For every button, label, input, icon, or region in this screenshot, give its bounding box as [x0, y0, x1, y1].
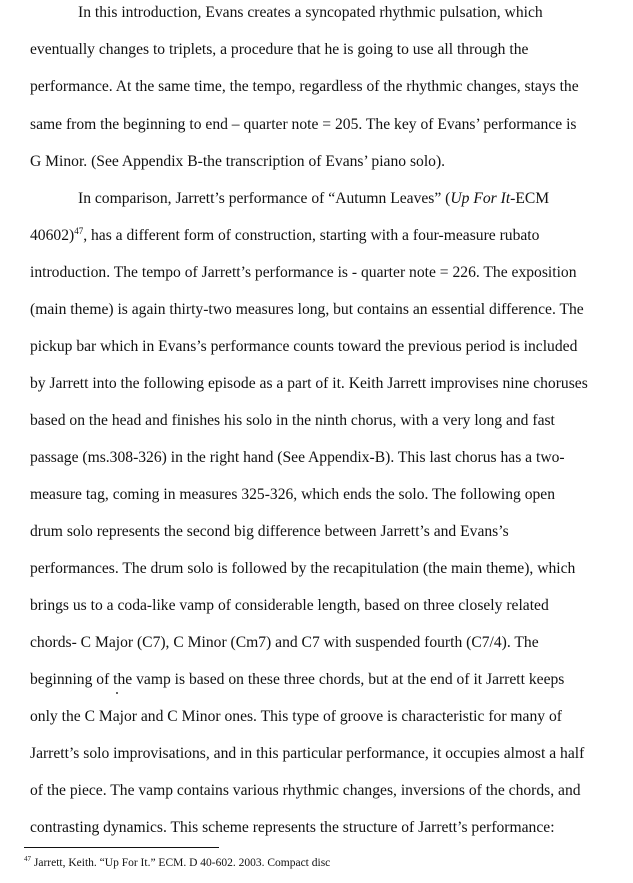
text-segment: , has a different form of construction, starting with a four-measure rubato	[83, 227, 540, 244]
text-line: In this introduction, Evans creates a syncopated rhythmic pulsation, which	[78, 4, 543, 21]
text-line: introduction. The tempo of Jarrett’s performance is - quarter note = 226. The exposition	[30, 264, 577, 281]
text-line: same from the beginning to end – quarter note = 205. The key of Evans’ performance is	[30, 116, 577, 133]
text-line: G Minor. (See Appendix B-the transcription of Evans’ piano solo).	[30, 153, 446, 170]
text-line: (main theme) is again thirty-two measures long, but contains an essential difference. The	[30, 301, 584, 318]
text-line: beginning of the vamp is based on these three chords, but at the end of it Jarrett keeps	[30, 671, 565, 688]
footnote-divider	[24, 847, 219, 848]
text-line: contrasting dynamics. This scheme represents the structure of Jarrett’s performance:	[30, 819, 555, 836]
text-line: passage (ms.308-326) in the right hand (See Appendix-B). This last chorus has a two-	[30, 449, 565, 466]
text-line: chords- C Major (C7), C Minor (Cm7) and C7 with suspended fourth (C7/4). The	[30, 634, 539, 651]
text-line: brings us to a coda-like vamp of considerable length, based on three closely related	[30, 597, 549, 614]
text-line: of the piece. The vamp contains various rhythmic changes, inversions of the chords, and	[30, 782, 581, 799]
scan-speck	[116, 692, 118, 694]
text-line: performance. At the same time, the tempo, regardless of the rhythmic changes, stays the	[30, 78, 579, 95]
text-segment: In comparison, Jarrett’s performance of “Autumn Leaves” (	[78, 190, 451, 207]
album-title: Up For It	[450, 190, 511, 207]
text-line: pickup bar which in Evans’s performance counts toward the previous period is included	[30, 338, 578, 355]
text-segment: 40602)	[30, 227, 75, 244]
footnote-text: Jarrett, Keith. “Up For It.” ECM. D 40-602. 2003. Compact disc	[31, 857, 331, 869]
text-line	[78, 189, 549, 209]
text-line: by Jarrett into the following episode as a part of it. Keith Jarrett improvises nine choruses	[30, 375, 588, 392]
footnote-reference: 47	[74, 225, 84, 236]
footnote-number: 47	[24, 855, 31, 864]
text-line: measure tag, coming in measures 325-326, which ends the solo. The following open	[30, 486, 556, 503]
text-segment: -ECM	[510, 190, 550, 207]
footnote	[24, 856, 330, 870]
text-line: only the C Major and C Minor ones. This type of groove is characteristic for many of	[30, 708, 562, 725]
text-line: Jarrett’s solo improvisations, and in this particular performance, it occupies almost a half	[30, 745, 585, 762]
text-line: drum solo represents the second big difference between Jarrett’s and Evans’s	[30, 523, 509, 540]
text-line: based on the head and finishes his solo in the ninth chorus, with a very long and fast	[30, 412, 555, 429]
text-line: eventually changes to triplets, a procedure that he is going to use all through the	[30, 41, 529, 58]
text-line	[30, 226, 539, 246]
text-line: performances. The drum solo is followed by the recapitulation (the main theme), which	[30, 560, 576, 577]
